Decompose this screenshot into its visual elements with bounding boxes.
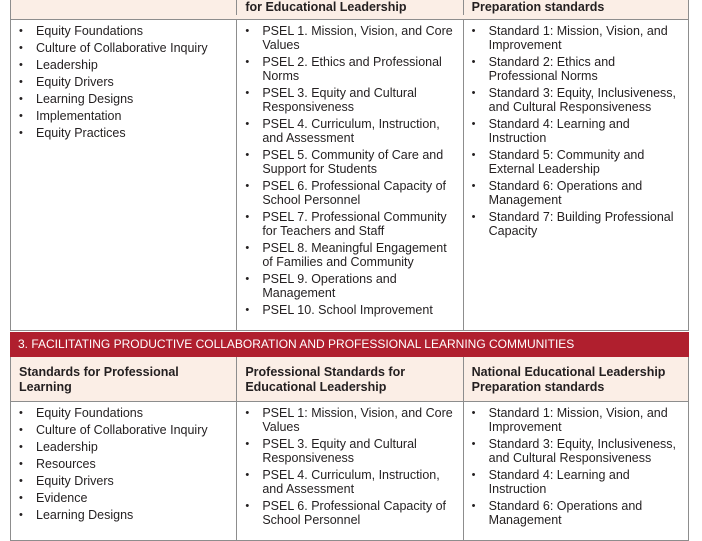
list-item: • PSEL 5. Community of Care and Support for Students (245, 148, 454, 176)
list-item: • PSEL 10. School Improvement (245, 303, 454, 317)
list (245, 24, 454, 317)
column-1 (11, 20, 236, 330)
list-item: • Leadership (19, 58, 228, 72)
list-item: • Standard 7: Building Professional Capacity (472, 210, 680, 238)
list-item: • Culture of Collaborative Inquiry (19, 423, 228, 437)
top-section-body (10, 19, 689, 331)
list (245, 406, 454, 527)
list-item: • PSEL 2. Ethics and Professional Norms (245, 55, 454, 83)
list-item: • Standard 1: Mission, Vision, and Improvement (472, 24, 680, 52)
list-item: • Equity Practices (19, 126, 228, 140)
list-item: • Standard 3: Equity, Inclusiveness, and Cultural Responsiveness (472, 86, 680, 114)
list-item: • PSEL 6. Professional Capacity of School Personnel (245, 179, 454, 207)
list-item: • PSEL 7. Professional Community for Teachers and Staff (245, 210, 454, 238)
section-3-body (10, 401, 689, 541)
list-item: • Standard 3: Equity, Inclusiveness, and Cultural Responsiveness (472, 437, 680, 465)
list-item: • PSEL 4. Curriculum, Instruction, and Assessment (245, 468, 454, 496)
header-cell-3: Preparation standards (463, 0, 688, 15)
column-3 (463, 402, 688, 540)
list-item: • Equity Foundations (19, 24, 228, 38)
header-cell-2: Professional Standards for Educational Leadership (236, 357, 462, 401)
list-item: • Leadership (19, 440, 228, 454)
column-2 (236, 20, 462, 330)
list-item: • Equity Drivers (19, 474, 228, 488)
list (19, 24, 228, 140)
list-item: • PSEL 6. Professional Capacity of School Personnel (245, 499, 454, 527)
list (19, 406, 228, 522)
column-2 (236, 402, 462, 540)
list-item: • Resources (19, 457, 228, 471)
list-item: • Standard 5: Community and External Leadership (472, 148, 680, 176)
list-item: • Standard 6: Operations and Management (472, 499, 680, 527)
list-item: • Standard 6: Operations and Management (472, 179, 680, 207)
list-item: • PSEL 9. Operations and Management (245, 272, 454, 300)
list-item: • Equity Drivers (19, 75, 228, 89)
list-item: • PSEL 8. Meaningful Engagement of Families and Community (245, 241, 454, 269)
header-cell-1: Standards for Professional Learning (19, 365, 179, 394)
list-item: • Standard 4: Learning and Instruction (472, 468, 680, 496)
list-item: • PSEL 4. Curriculum, Instruction, and Assessment (245, 117, 454, 145)
list (472, 24, 680, 238)
list-item: • PSEL 3. Equity and Cultural Responsiveness (245, 437, 454, 465)
column-1 (11, 402, 236, 540)
top-section-header (10, 0, 689, 19)
section-banner (10, 332, 689, 357)
list-item: • Evidence (19, 491, 228, 505)
section-title: 3. FACILITATING PRODUCTIVE COLLABORATION AND PROFESSIONAL LEARNING COMMUNITIES (10, 332, 689, 357)
list-item: • Culture of Collaborative Inquiry (19, 41, 228, 55)
list-item: • PSEL 3. Equity and Cultural Responsiveness (245, 86, 454, 114)
list-item: • Standard 4: Learning and Instruction (472, 117, 680, 145)
list-item: • PSEL 1: Mission, Vision, and Core Values (245, 406, 454, 434)
list-item: • PSEL 1. Mission, Vision, and Core Values (245, 24, 454, 52)
list-item: • Learning Designs (19, 508, 228, 522)
list (472, 406, 680, 527)
list-item: • Equity Foundations (19, 406, 228, 420)
header-cell-3: National Educational Leadership Preparation standards (463, 357, 688, 401)
header-cell-2: for Educational Leadership (236, 0, 462, 15)
list-item: • Standard 1: Mission, Vision, and Improvement (472, 406, 680, 434)
section-3-header (10, 357, 689, 401)
list-item: • Implementation (19, 109, 228, 123)
list-item: • Standard 2: Ethics and Professional Norms (472, 55, 680, 83)
column-3 (463, 20, 688, 330)
list-item: • Learning Designs (19, 92, 228, 106)
